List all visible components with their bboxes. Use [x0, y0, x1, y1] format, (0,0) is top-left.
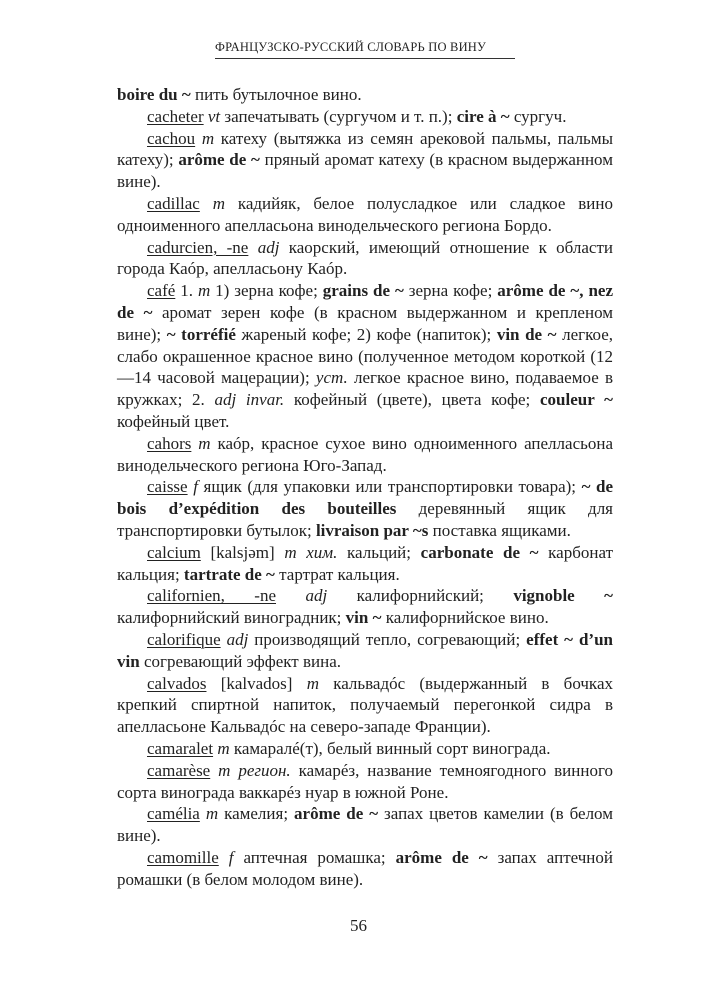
dictionary-entry	[117, 738, 613, 760]
entry-text: запечатывать (сургучом и т. п.);	[220, 106, 457, 126]
grammar-label: m	[212, 193, 225, 213]
french-phrase: couleur ~	[539, 390, 613, 410]
grammar-label: adj	[226, 629, 249, 649]
running-header: ФРАНЦУЗСКО-РУССКИЙ СЛОВАРЬ ПО ВИНУ	[215, 40, 515, 59]
dictionary-entry	[117, 237, 613, 281]
french-phrase: vin ~	[345, 608, 382, 628]
entry-text: деревянный ящик для транспортировки бутылок;	[117, 499, 613, 540]
french-phrase: grains de ~	[322, 281, 404, 301]
french-phrase: cire à ~	[456, 106, 510, 126]
grammar-label: adj invar.	[214, 390, 285, 410]
grammar-label: f	[193, 477, 198, 497]
dictionary-entry	[117, 433, 613, 477]
headword: cahors	[147, 433, 192, 453]
french-phrase: carbonate de ~	[420, 542, 539, 562]
entry-text: кофейный (цвете), цвета кофе;	[284, 390, 540, 410]
dictionary-entry	[117, 803, 613, 847]
headword: caisse	[147, 477, 188, 497]
entry-text: зерна кофе;	[403, 281, 498, 301]
headword: café	[147, 281, 176, 301]
grammar-label: adj	[305, 586, 328, 606]
entry-text: карбонат кальция;	[117, 542, 614, 584]
entry-text: камаралé(т), белый винный сорт винограда.	[229, 738, 551, 758]
entry-text	[248, 238, 257, 257]
entry-text: камарéз, название темноягодного винного сорта винограда ваккарéз нуар в южной Роне.	[117, 760, 614, 802]
entry-text: [kalsjəm]	[200, 542, 285, 562]
dictionary-entry	[117, 542, 613, 586]
entry-text: катеху (вытяжка из семян арековой пальмы, пальмы катеху);	[117, 128, 613, 170]
entry-text	[200, 194, 213, 213]
french-phrase: tartrate de ~	[183, 564, 275, 584]
french-phrase: livraison par ~s	[315, 520, 429, 540]
entry-text: поставка ящиками.	[428, 520, 571, 540]
grammar-label: m	[198, 433, 211, 453]
grammar-label: m хим.	[284, 542, 338, 562]
entry-text: калифорнийское вино.	[381, 608, 549, 628]
headword: camomille	[147, 847, 219, 867]
entry-text: кальвадóс (выдержанный в бочках крепкий спиртной напиток, получаемый перегонкой сидра в апелласьоне Кальвадóс на северо-западе Франции).	[117, 673, 613, 737]
dictionary-entry	[117, 280, 613, 433]
grammar-label: f	[228, 847, 234, 867]
headword: calorifique	[147, 629, 221, 649]
entry-text: легкое красное вино, подаваемое в кружках; 2.	[117, 368, 613, 410]
entry-text: [kalvados]	[206, 673, 307, 693]
entry-text: каóр, красное сухое вино одноименного апелласьона винодельческого региона Юго-Запад.	[117, 433, 614, 475]
entry-text	[195, 129, 202, 148]
entry-text: согревающий эффект вина.	[139, 651, 341, 671]
french-phrase: vignoble ~	[513, 586, 613, 606]
headword: camarèse	[147, 760, 211, 780]
french-phrase: ~ de bois d’expédition des bouteilles	[117, 477, 614, 519]
french-phrase: arôme de ~	[395, 847, 488, 867]
entry-text	[276, 586, 305, 605]
entry-text: сургуч.	[509, 106, 567, 126]
entry-text: легкое, слабо окрашенное красное вино (полученное методом короткой (12—14 часовой мацерации);	[117, 324, 614, 388]
dictionary-entry	[117, 128, 613, 193]
entry-text: запах аптечной ромашки (в белом молодом вине).	[117, 847, 613, 889]
entry-text: ящик (для упаковки или транспортировки товара);	[197, 477, 582, 497]
dictionary-entry	[117, 476, 613, 541]
grammar-label: m	[197, 281, 211, 301]
grammar-label: m	[201, 128, 215, 148]
entry-text: калифорнийский виноградник;	[117, 608, 346, 628]
entry-text: калифорнийский;	[327, 586, 514, 606]
entry-text: 1) зерна кофе;	[210, 281, 323, 301]
dictionary-entry	[117, 585, 613, 629]
french-phrase: effet ~ d’un vin	[117, 629, 613, 671]
grammar-label: vt	[207, 106, 221, 126]
headword: cadurcien, -ne	[147, 237, 249, 257]
grammar-label: m регион.	[218, 760, 291, 780]
dictionary-entry	[117, 673, 613, 738]
headword: cadillac	[147, 193, 200, 213]
headword: camélia	[147, 804, 200, 824]
grammar-label: m	[205, 804, 219, 824]
entry-text: кофейный цвет.	[117, 411, 230, 431]
dictionary-entry	[117, 760, 613, 804]
headword: camaralet	[147, 738, 214, 758]
dictionary-entry	[117, 847, 613, 891]
headword: calvados	[147, 673, 207, 693]
french-phrase: boire du ~	[117, 85, 191, 104]
french-phrase: arôme de ~, nez de ~	[117, 281, 613, 322]
entry-text	[219, 848, 229, 867]
dictionary-entry	[117, 106, 613, 128]
entry-text: камелия;	[218, 804, 295, 824]
grammar-label: уст.	[315, 368, 348, 388]
entry-text: кальций;	[337, 542, 421, 562]
entry-text: пить бутылочное вино.	[190, 85, 362, 104]
entry-text: аптечная ромашка;	[233, 847, 396, 867]
entry-text: жареный кофе; 2) кофе (напиток);	[235, 324, 497, 344]
page-number: 56	[350, 916, 367, 935]
french-phrase: arôme de ~	[294, 804, 379, 824]
entry-text: пряный аромат катеху (в красном выдержанном вине).	[117, 150, 613, 192]
headword: cachou	[147, 128, 196, 148]
french-phrase: vin de ~	[496, 324, 557, 344]
entry-text: производящий тепло, согревающий;	[248, 629, 527, 649]
french-phrase: arôme de ~	[178, 150, 260, 170]
headword: californien, -ne	[147, 586, 277, 606]
grammar-label: m	[217, 738, 230, 758]
dictionary-entry	[117, 629, 613, 673]
entry-text: кадийяк, белое полусладкое или сладкое вино одноименного апелласьона винодельческого региона Бордо.	[117, 193, 614, 235]
headword: cacheter	[147, 106, 204, 126]
dictionary-entry	[117, 84, 613, 106]
french-phrase: ~ torréfié	[166, 324, 236, 344]
grammar-label: m	[306, 673, 319, 693]
headword: calcium	[147, 542, 201, 562]
entry-text: запах цветов камелии (в белом вине).	[117, 804, 613, 846]
entry-text: каорский, имеющий отношение к области города Каóр, апелласьону Каóр.	[117, 237, 614, 279]
dictionary-entries	[117, 84, 613, 890]
grammar-label: adj	[257, 237, 280, 257]
entry-text: аромат зерен кофе (в красном выдержанном и крепленом вине);	[117, 302, 613, 344]
dictionary-entry	[117, 193, 613, 237]
entry-text	[210, 761, 218, 780]
entry-text: тартрат кальция.	[274, 564, 400, 584]
entry-text: 1.	[175, 281, 198, 301]
